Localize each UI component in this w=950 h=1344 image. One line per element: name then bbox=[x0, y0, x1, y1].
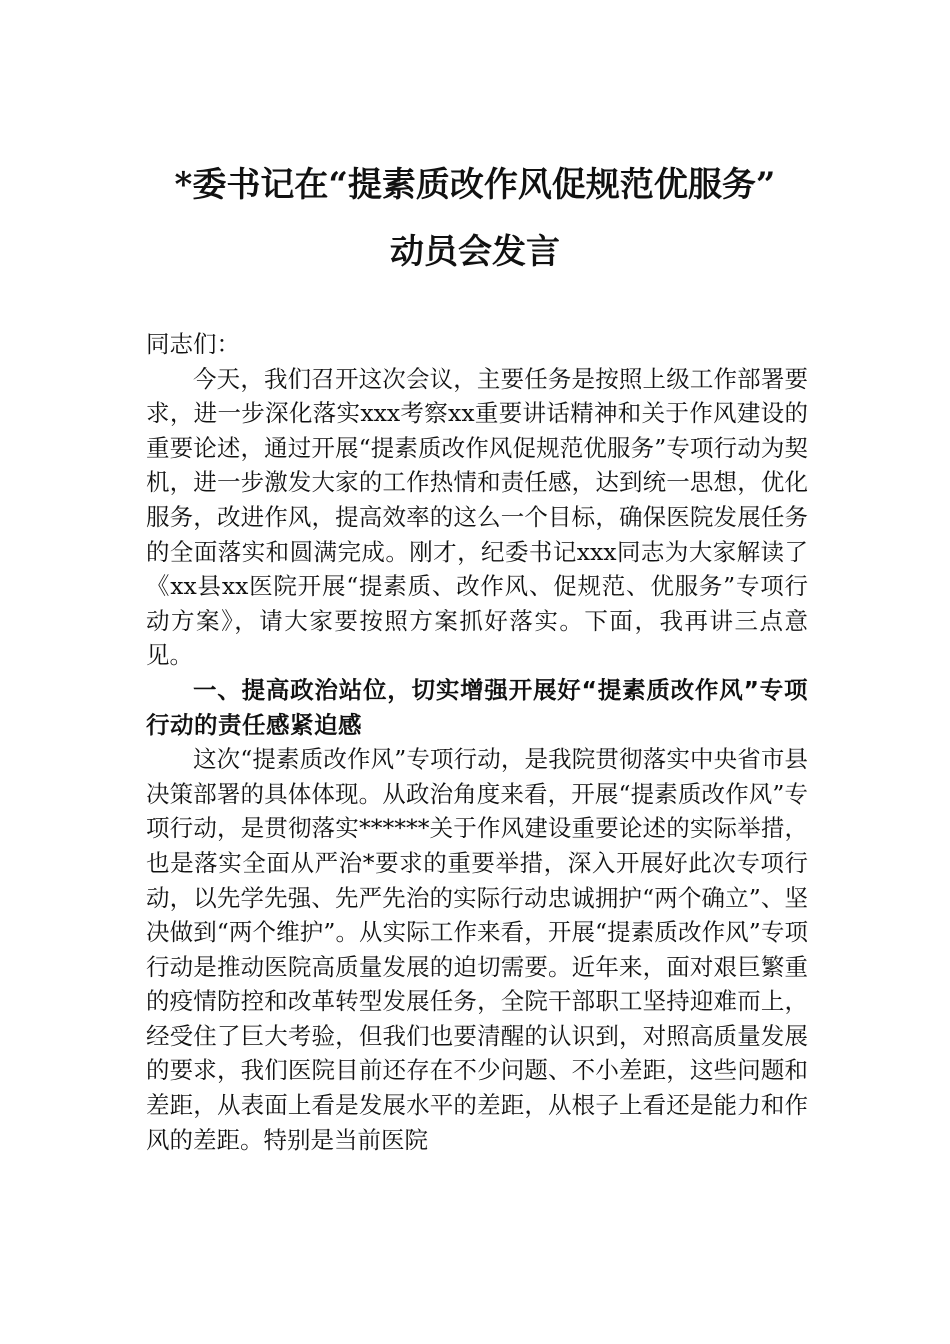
paragraph-section-1: 这次“提素质改作风”专项行动，是我院贯彻落实中央省市县决策部署的具体体现。从政治角度来看，开展“提素质改作风”专项行动，是贯彻落实******关于作风建设重要论述的实际举措，也是落实全面从严治*要求的重要举措，深入开展好此次专项行动，以先学先强、先严先治的实际行动忠诚拥护“两个确立”、坚决做到“两个维护”。从实际工作来看，开展“提素质改作风”专项行动是推动医院高质量发展的迫切需要。近年来，面对艰巨繁重的疫情防控和改革转型发展任务，全院干部职工坚持迎难而上，经受住了巨大考验，但我们也要清醒的认识到，对照高质量发展的要求，我们医院目前还存在不少问题、不小差距，这些问题和差距，从表面上看是发展水平的差距，从根子上看还是能力和作风的差距。特别是当前医院 bbox=[146, 745, 808, 1154]
document-title-line-2: 动员会发言 bbox=[390, 232, 560, 272]
document-title-line-1: *委书记在“提素质改作风促规范优服务” bbox=[174, 165, 776, 205]
paragraph-opening: 今天，我们召开这次会议，主要任务是按照上级工作部署要求，进一步深化落实xxx考察xx重要讲话精神和关于作风建设的重要论述，通过开展“提素质改作风促规范优服务”专项行动为契机，进一步激发大家的工作热情和责任感，达到统一思想，优化服务，改进作风，提高效率的这么一个目标，确保医院发展任务的全面落实和圆满完成。刚才，纪委书记xxx同志为大家解读了《xx县xx医院开展“提素质、改作风、促规范、优服务”专项行动方案》，请大家要按照方案抓好落实。下面，我再讲三点意见。 bbox=[146, 364, 808, 670]
document-body bbox=[146, 327, 808, 1157]
salutation: 同志们： bbox=[146, 330, 240, 358]
section-heading-1: 一、提高政治站位，切实增强开展好“提素质改作风”专项行动的责任感紧迫感 bbox=[146, 675, 808, 739]
